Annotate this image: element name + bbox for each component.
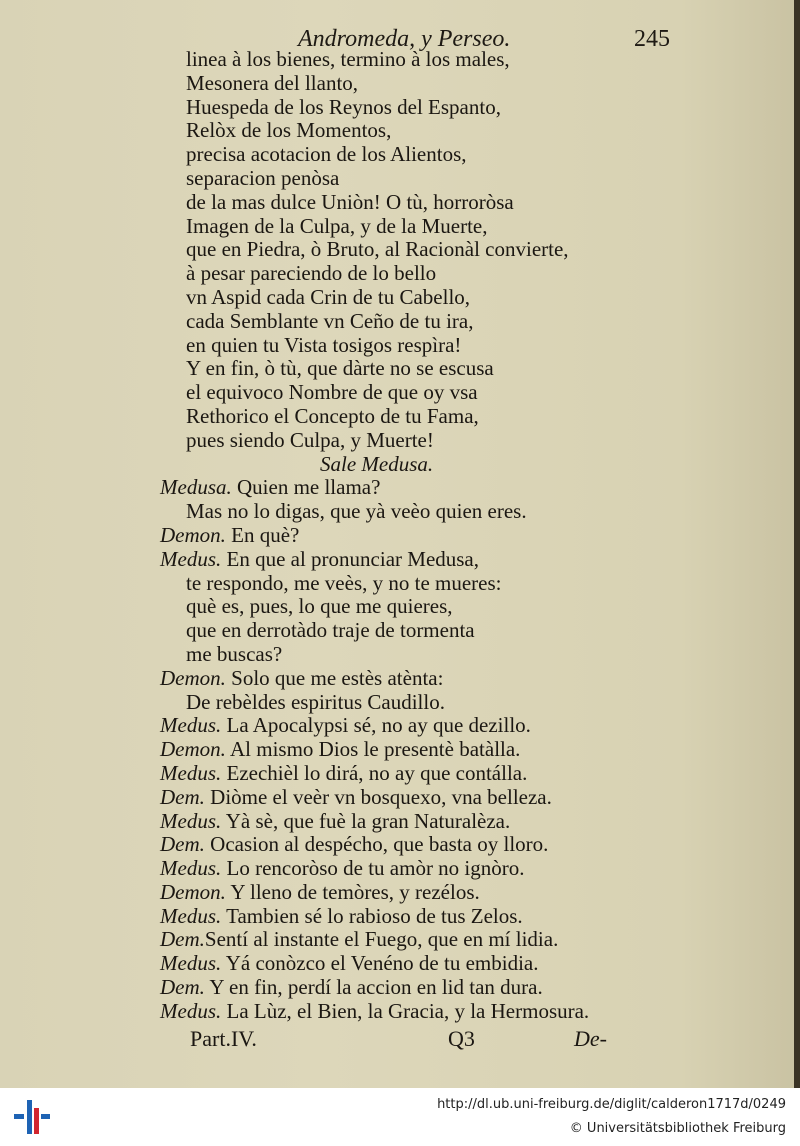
- running-head: Andromeda, y Perseo.: [298, 26, 511, 52]
- verse-line: [160, 881, 620, 905]
- line-text: que en Piedra, ò Bruto, al Racionàl convierte,: [186, 237, 569, 262]
- line-text: que en derrotàdo traje de tormenta: [186, 618, 475, 643]
- line-text: La Lùz, el Bien, la Gracia, y la Hermosura.: [221, 998, 590, 1023]
- line-text: Lo rencoròso de tu amòr no ignòro.: [221, 856, 525, 881]
- speaker-name: Medusa.: [160, 475, 232, 500]
- line-text: vn Aspid cada Crin de tu Cabello,: [186, 284, 471, 309]
- verse-line: [160, 429, 620, 453]
- speaker-name: Dem.: [160, 975, 205, 1000]
- speaker-name: Dem.: [160, 927, 205, 952]
- verse-line: [160, 738, 620, 762]
- line-text: En que al pronunciar Medusa,: [221, 546, 480, 571]
- speaker-name: Demon.: [160, 737, 226, 762]
- verse-line: [160, 619, 620, 643]
- line-text: Sentí al instante el Fuego, que en mí lidia.: [204, 927, 559, 952]
- verse-line: [160, 238, 620, 262]
- speaker-name: Medus.: [160, 713, 222, 738]
- verse-line: [160, 357, 620, 381]
- line-text: Quien me llama?: [231, 475, 381, 500]
- verse-line: [160, 572, 620, 596]
- verse-line: [160, 524, 620, 548]
- line-text: precisa acotacion de los Alientos,: [186, 142, 467, 167]
- verse-line: [160, 833, 620, 857]
- verse-line: [160, 262, 620, 286]
- page-edge: [794, 0, 800, 1088]
- viewer-footer-bar: [0, 1088, 800, 1146]
- speaker-name: Dem.: [160, 832, 205, 857]
- verse-line: [160, 667, 620, 691]
- line-text: Y lleno de temòres, y rezélos.: [225, 879, 480, 904]
- line-text: Sale Medusa.: [320, 451, 434, 476]
- line-text: Mesonera del llanto,: [186, 70, 359, 95]
- line-text: Al mismo Dios le presentè batàlla.: [225, 737, 521, 762]
- line-text: Ocasion al despécho, que basta oy lloro.: [204, 832, 549, 857]
- line-text: el equivoco Nombre de que oy vsa: [186, 380, 478, 405]
- signature-mark: Q3: [448, 1026, 475, 1051]
- verse-line: [160, 857, 620, 881]
- verse-line: [160, 786, 620, 810]
- copyright-notice: © Universitätsbibliothek Freiburg: [569, 1121, 786, 1136]
- line-text: Rethorico el Concepto de tu Fama,: [186, 403, 479, 428]
- catchword: De-: [574, 1026, 607, 1051]
- line-text: Solo que me estès atènta:: [225, 665, 444, 690]
- line-text: cada Semblante vn Ceño de tu ira,: [186, 308, 474, 333]
- line-text: Y en fin, ò tù, que dàrte no se escusa: [186, 356, 494, 381]
- verse-line: [160, 762, 620, 786]
- verse-line: [160, 905, 620, 929]
- line-text: de la mas dulce Uniòn! O tù, horroròsa: [186, 189, 514, 214]
- verse-line: [160, 72, 620, 96]
- verse-line: [160, 476, 620, 500]
- verse-line: [160, 928, 620, 952]
- page-number: 245: [634, 26, 670, 52]
- speaker-name: Medus.: [160, 951, 222, 976]
- line-text: Yá conòzco el Venéno de tu embidia.: [221, 951, 539, 976]
- line-text: Y en fin, perdí la accion en lid tan dura.: [204, 975, 543, 1000]
- speaker-name: Dem.: [160, 784, 205, 809]
- verse-line: [160, 714, 620, 738]
- speaker-name: Medus.: [160, 546, 222, 571]
- speaker-name: Medus.: [160, 856, 222, 881]
- verse-line: [160, 286, 620, 310]
- verse-line: [160, 48, 620, 72]
- line-text: Yà sè, que fuè la gran Naturalèza.: [221, 808, 511, 833]
- verse-line: [160, 810, 620, 834]
- verse-line: [160, 191, 620, 215]
- line-text: En què?: [225, 522, 300, 547]
- line-text: separacion penòsa: [186, 165, 340, 190]
- line-text: Mas no lo digas, que yà veèo quien eres.: [186, 499, 527, 524]
- line-text: te respondo, me veès, y no te mueres:: [186, 570, 502, 595]
- verse-line: [160, 643, 620, 667]
- verse-line: [160, 96, 620, 120]
- university-logo-icon: [14, 1098, 50, 1136]
- verse-line: [160, 310, 620, 334]
- line-text: què es, pues, lo que me quieres,: [186, 594, 453, 619]
- line-text: linea à los bienes, termino à los males,: [186, 47, 510, 71]
- document-url-link[interactable]: http://dl.ub.uni-freiburg.de/diglit/calderon1717d/0249: [437, 1097, 786, 1112]
- verse-line: [160, 381, 620, 405]
- line-text: Huespeda de los Reynos del Espanto,: [186, 94, 501, 119]
- line-text: Diòme el veèr vn bosquexo, vna belleza.: [204, 784, 552, 809]
- verse-line: [160, 1000, 620, 1024]
- verse-line: [160, 167, 620, 191]
- verse-line: [160, 405, 620, 429]
- verse-line: [160, 143, 620, 167]
- line-text: Tambien sé lo rabioso de tus Zelos.: [221, 903, 523, 928]
- verse-line: [160, 215, 620, 239]
- verse-line: [160, 691, 620, 715]
- verse-line: [160, 595, 620, 619]
- line-text: Ezechièl lo dirá, no ay que contálla.: [221, 760, 528, 785]
- speaker-name: Medus.: [160, 760, 222, 785]
- speaker-name: Demon.: [160, 665, 226, 690]
- verse-line: [160, 334, 620, 358]
- speaker-name: Medus.: [160, 998, 222, 1023]
- text-block: [160, 48, 620, 1024]
- speaker-name: Demon.: [160, 879, 226, 904]
- speaker-name: Medus.: [160, 808, 222, 833]
- verse-line: [160, 952, 620, 976]
- speaker-name: Demon.: [160, 522, 226, 547]
- page-footer: [190, 1026, 630, 1056]
- line-text: me buscas?: [186, 641, 283, 666]
- speaker-name: Medus.: [160, 903, 222, 928]
- signature-part: Part.IV.: [190, 1026, 257, 1051]
- stage-direction: [160, 453, 620, 477]
- verse-line: [160, 548, 620, 572]
- line-text: à pesar pareciendo de lo bello: [186, 261, 437, 286]
- verse-line: [160, 119, 620, 143]
- line-text: La Apocalypsi sé, no ay que dezillo.: [221, 713, 531, 738]
- line-text: De rebèldes espiritus Caudillo.: [186, 689, 445, 714]
- line-text: Imagen de la Culpa, y de la Muerte,: [186, 213, 488, 238]
- line-text: pues siendo Culpa, y Muerte!: [186, 427, 434, 452]
- verse-line: [160, 976, 620, 1000]
- verse-line: [160, 500, 620, 524]
- line-text: en quien tu Vista tosigos respìra!: [186, 332, 462, 357]
- line-text: Relòx de los Momentos,: [186, 118, 392, 143]
